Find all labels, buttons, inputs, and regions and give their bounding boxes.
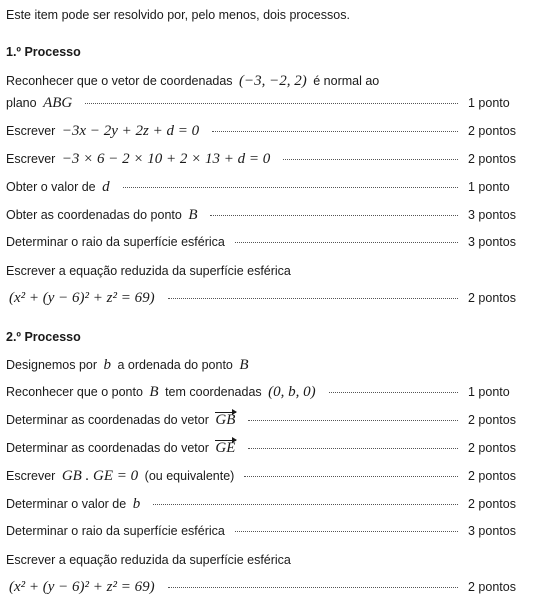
dot-leader — [235, 242, 458, 243]
designate-line: Designemos por b a ordenada do ponto B — [6, 357, 252, 374]
sphere-equation-math: (x² + (y − 6)² + z² = 69) — [9, 290, 155, 306]
points-value: 3 pontos — [468, 208, 516, 222]
criterion-row — [6, 496, 542, 514]
ordinate-math: b — [103, 357, 111, 373]
process-1-heading: 1.º Processo — [6, 45, 81, 59]
criterion-row — [6, 290, 542, 308]
normal-text-b: é normal ao — [313, 74, 380, 88]
criterion-label: Reconhecer que o ponto B tem coordenadas (0, b, 0) — [6, 384, 319, 401]
criterion-row — [6, 524, 542, 542]
intro-text: Este item pode ser resolvido por, pelo menos, dois processos. — [6, 8, 350, 22]
process-2-heading: 2.º Processo — [6, 330, 81, 344]
criterion-row — [6, 468, 542, 486]
points-value: 2 pontos — [468, 291, 516, 305]
points-value: 2 pontos — [468, 469, 516, 483]
criterion-row — [6, 412, 542, 430]
criterion-row — [6, 151, 542, 169]
dot-leader — [85, 103, 458, 104]
dot-product-math: GB . GE = 0 — [61, 468, 139, 484]
criterion-label: Obter o valor de d — [6, 179, 113, 196]
criterion-label — [6, 579, 158, 596]
points-value: 3 pontos — [468, 524, 516, 538]
criterion-row — [6, 235, 542, 253]
criterion-math: B — [149, 384, 159, 400]
normal-vector-math: (−3, −2, 2) — [239, 73, 307, 89]
criterion-math: −3x − 2y + 2z + d = 0 — [61, 123, 200, 139]
point-math: B — [239, 357, 249, 373]
criterion-label: plano ABG — [6, 95, 75, 112]
dot-leader — [248, 448, 458, 449]
criterion-label: Determinar o raio da superfície esférica — [6, 235, 225, 249]
points-value: 2 pontos — [468, 580, 516, 594]
points-value: 1 ponto — [468, 180, 510, 194]
criterion-math: B — [188, 207, 198, 223]
dot-leader — [329, 392, 458, 393]
criterion-row — [6, 384, 542, 402]
points-value: 1 ponto — [468, 96, 510, 110]
dot-leader — [244, 476, 458, 477]
points-value: 3 pontos — [468, 235, 516, 249]
vector-ge-math: GE — [212, 440, 238, 457]
dot-leader — [153, 504, 458, 505]
points-value: 2 pontos — [468, 413, 516, 427]
criterion-row — [6, 95, 542, 113]
points-value: 2 pontos — [468, 124, 516, 138]
dot-leader — [168, 298, 458, 299]
criterion-label — [6, 290, 158, 307]
dot-leader — [235, 531, 458, 532]
criterion-row — [6, 179, 542, 197]
dot-leader — [283, 159, 458, 160]
criterion-math: −3 × 6 − 2 × 10 + 2 × 13 + d = 0 — [61, 151, 271, 167]
equation-label: Escrever a equação reduzida da superfície esférica — [6, 553, 291, 567]
criterion-label: Escrever −3 × 6 − 2 × 10 + 2 × 13 + d = 0 — [6, 151, 273, 168]
criterion-math: d — [102, 179, 110, 195]
points-value: 2 pontos — [468, 497, 516, 511]
criterion-label: Escrever GB . GE = 0 (ou equivalente) — [6, 468, 235, 484]
dot-leader — [210, 215, 458, 216]
dot-leader — [168, 587, 458, 588]
criterion-row — [6, 207, 542, 225]
criterion-row — [6, 579, 542, 597]
dot-leader — [212, 131, 458, 132]
criterion-row — [6, 123, 542, 141]
normal-vector-line — [6, 73, 379, 90]
sphere-equation-math: (x² + (y − 6)² + z² = 69) — [9, 579, 155, 595]
criterion-math: b — [132, 496, 141, 512]
dot-leader — [123, 187, 458, 188]
points-value: 1 ponto — [468, 385, 510, 399]
criterion-label: Determinar o raio da superfície esférica — [6, 524, 225, 538]
dot-leader — [248, 420, 458, 421]
criterion-math: ABG — [43, 95, 73, 111]
coordinates-math: (0, b, 0) — [268, 384, 316, 400]
criterion-label: Determinar o valor de b — [6, 496, 143, 513]
normal-text-a: Reconhecer que o vetor de coordenadas — [6, 74, 233, 88]
criterion-label: Determinar as coordenadas do vetor GB — [6, 412, 238, 429]
criterion-label: Determinar as coordenadas do vetor GE — [6, 440, 238, 457]
criterion-label: Obter as coordenadas do ponto B — [6, 207, 200, 224]
points-value: 2 pontos — [468, 441, 516, 455]
points-value: 2 pontos — [468, 152, 516, 166]
vector-gb-math: GB — [212, 412, 238, 429]
criterion-label: Escrever −3x − 2y + 2z + d = 0 — [6, 123, 202, 140]
criterion-row — [6, 440, 542, 458]
equation-label: Escrever a equação reduzida da superfície esférica — [6, 264, 291, 278]
